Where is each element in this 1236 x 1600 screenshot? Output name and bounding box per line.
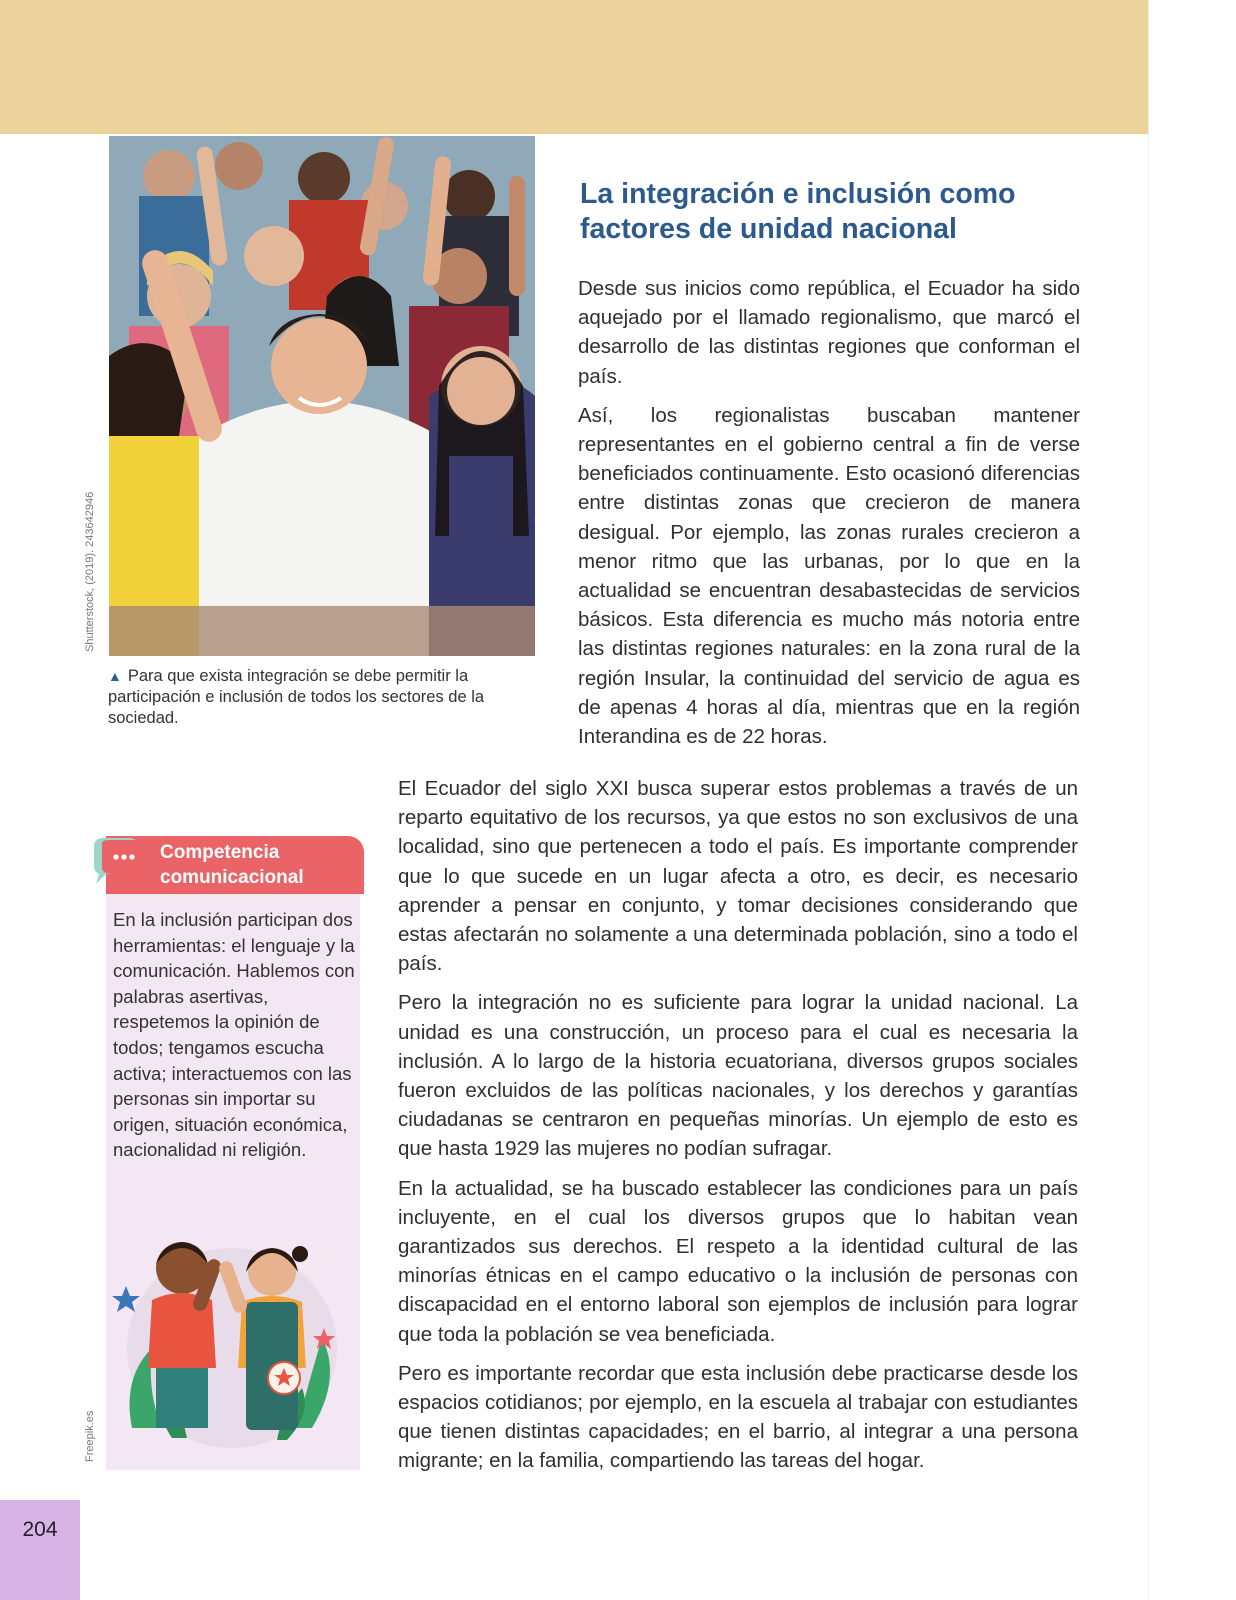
article-paragraph: Desde sus inicios como república, el Ecuador ha sido aquejado por el llamado regionalismo, que marcó el desarrollo de las distintas regiones que conforman el país. [578, 277, 1080, 388]
speech-bubble-icon [88, 836, 148, 888]
sidebar-text: En la inclusión participan dos herramientas: el lenguaje y la comunicación. Hablemos con palabras asertivas, respetemos la opinión de todos; tengamos escucha activa; interactuemos con las personas sin importar su origen, situación económica, nacionalidad ni religión. [113, 909, 355, 1161]
top-color-band [0, 0, 1148, 134]
photo-caption-text: Para que exista integración se debe permitir la participación e inclusión de todos los sectores de la sociedad. [108, 667, 485, 727]
illustration-credit: Freepik.es [84, 1410, 96, 1462]
article-right-column [578, 274, 1080, 761]
article-title: La integración e inclusión como factores de unidad nacional [580, 178, 1016, 245]
article-paragraph: En la actualidad, se ha buscado establecer las condiciones para un país incluyente, en el cual los diversos grupos que lo habitan vean garantizados sus derechos. El respeto a la identidad cultural de las minorías étnicas en el campo educativo o la inclusión de personas con discapacidad en el entorno laboral son ejemplos de inclusión para lograr que toda la población se vea beneficiada. [398, 1176, 1078, 1346]
article-paragraph: Así, los regionalistas buscaban mantener representantes en el gobierno central a fin de verse beneficiados continuamente. Esto ocasionó diferencias entre distintas zonas que crecieron de manera desigual. Por ejemplo, las zonas rurales crecieron a menor ritmo que las urbanas, por lo que en la actualidad se encuentran desabastecidas de servicios básicos. Esta diferencia es mucho más notoria entre las distintas regiones naturales: en la zona rural de la región Insular, la continuidad del servicio de agua es de apenas 4 horas al día, mientras que en la región Interandina es de 22 horas. [578, 403, 1080, 749]
page-number-tab [0, 1500, 80, 1600]
page-number: 204 [22, 1518, 58, 1541]
photo-credit: Shutterstock, (2019). 243642946 [84, 491, 96, 652]
article-main-column [398, 774, 1078, 1486]
photo-caption [108, 666, 536, 729]
children-high-five-illustration [112, 1228, 352, 1458]
caption-triangle-icon: ▲ [108, 668, 122, 684]
article-paragraph: El Ecuador del siglo XXI busca superar estos problemas a través de un reparto equitativo de los recursos, ya que estos no son exclusivos de una localidad, sino que pertenecen a todo el país. Es importante comprender que lo que sucede en un lugar afecta a otro, es decir, es necesario aprender a pensar en conjunto, y tomar decisiones considerando que estas afectarán no solamente a una determinada población, sino a todo el país. [398, 777, 1078, 976]
sidebar-heading: Competencia comunicacional [160, 842, 304, 888]
article-paragraph: Pero es importante recordar que esta inclusión debe practicarse desde los espacios cotidianos; por ejemplo, en la escuela al trabajar con estudiantes que tienen distintas capacidades; en el barrio, al integrar a una persona migrante; en la familia, compartiendo las tareas del hogar. [398, 1361, 1078, 1473]
group-photo [109, 136, 535, 656]
article-paragraph: Pero la integración no es suficiente para lograr la unidad nacional. La unidad es una construcción, un proceso para el cual es necesaria la inclusión. A lo largo de la historia ecuatoriana, diversos grupos sociales fueron excluidos de las políticas nacionales, y los derechos y garantías ciudadanas se centraron en pequeñas minorías. Un ejemplo de esto es que hasta 1929 las mujeres no podían sufragar. [398, 991, 1078, 1161]
group-photo-illustration [109, 136, 535, 656]
page-right-margin [1148, 0, 1236, 1600]
